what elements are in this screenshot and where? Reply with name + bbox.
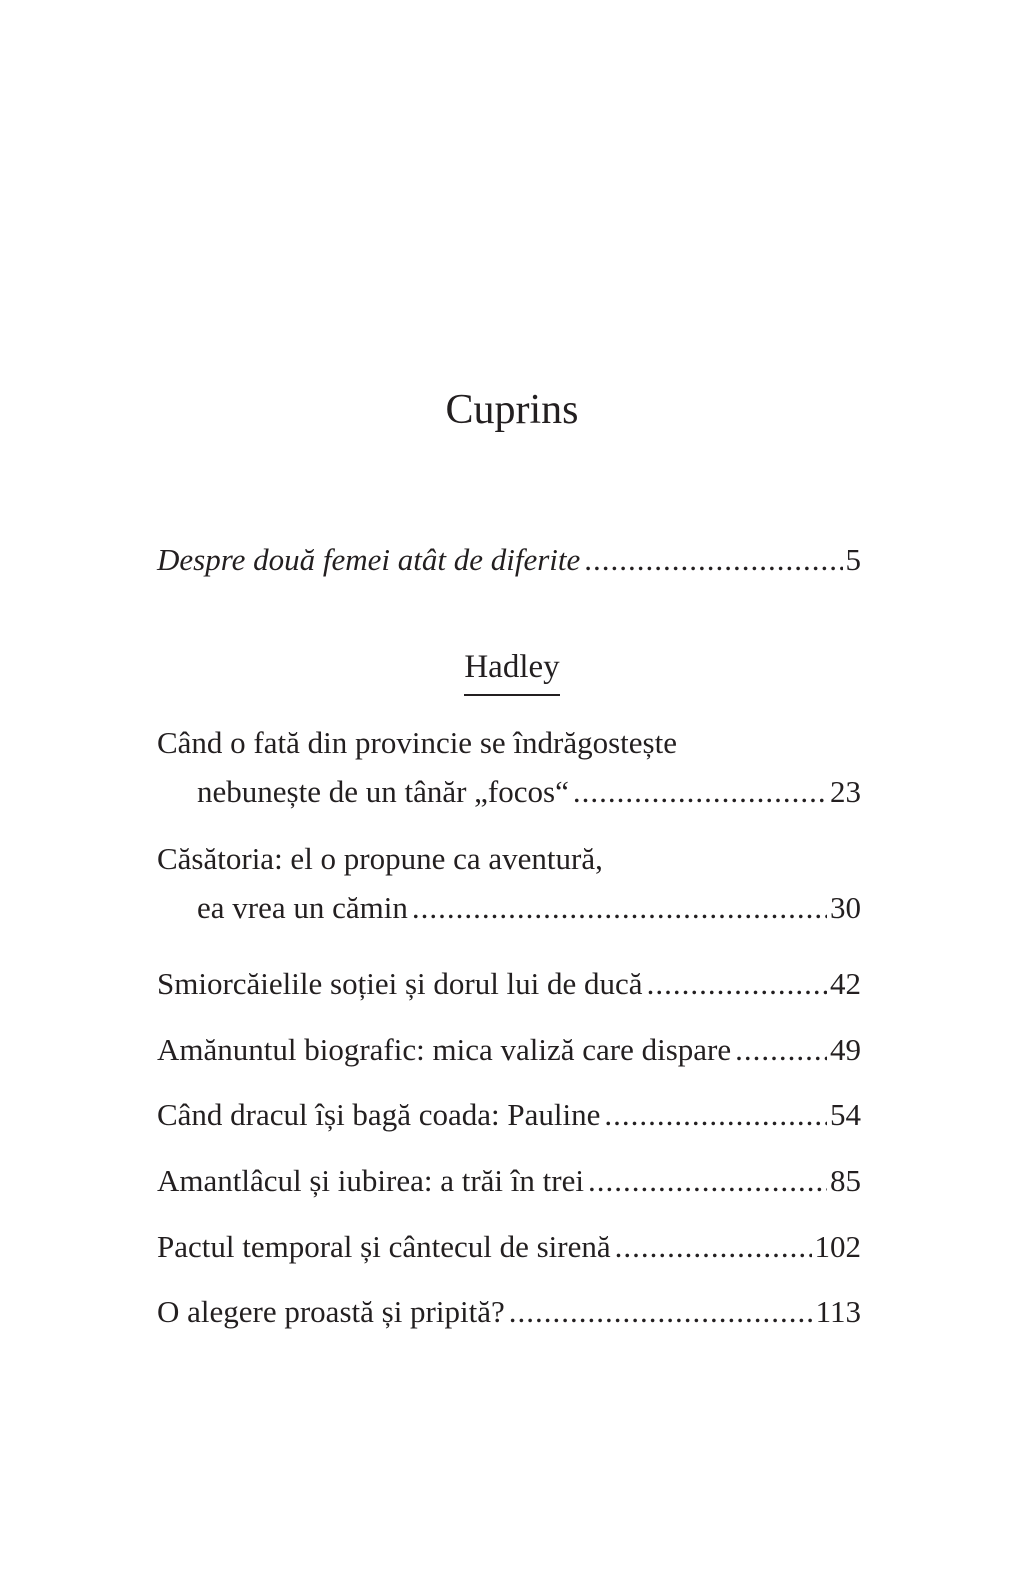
section-heading-text: Hadley: [464, 644, 559, 696]
toc-page-number: 42: [830, 966, 861, 1001]
dot-leader: [509, 1287, 813, 1336]
dot-leader: [615, 1222, 812, 1271]
dot-leader: [735, 1025, 827, 1074]
dot-leader: [604, 1090, 827, 1139]
page-title: Cuprins: [445, 387, 579, 433]
toc-entry[interactable]: [157, 1222, 861, 1271]
toc-entry-title: Căsătoria: el o propune ca aventură,: [157, 841, 603, 876]
dot-leader: [647, 959, 827, 1008]
toc-entry-title: Amănuntul biografic: mica valiză care dispare: [157, 1032, 732, 1067]
toc-entry-intro[interactable]: [157, 535, 861, 584]
toc-entry[interactable]: [157, 834, 861, 932]
dot-leader: [584, 535, 842, 584]
toc-page-number: 23: [830, 774, 861, 809]
toc-entry-title: Despre două femei atât de diferite: [157, 542, 581, 577]
dot-leader: [412, 883, 827, 932]
toc-entry-title-continued: ea vrea un cămin: [197, 890, 408, 925]
toc-entry[interactable]: [157, 1025, 861, 1074]
toc-entry[interactable]: [157, 1287, 861, 1336]
toc-entry[interactable]: [157, 1156, 861, 1205]
toc-entry-title: O alegere proastă și pripită?: [157, 1294, 505, 1329]
toc-entry[interactable]: [157, 718, 861, 816]
toc-entry-title-continued: nebunește de un tânăr „focos“: [197, 774, 569, 809]
toc-page-number: 113: [815, 1294, 861, 1329]
toc-entry-title: Amantlâcul și iubirea: a trăi în trei: [157, 1163, 584, 1198]
toc-entry-title: Când o fată din provincie se îndrăgostește: [157, 725, 677, 760]
toc-entry-title: Când dracul își bagă coada: Pauline: [157, 1097, 601, 1132]
dot-leader: [588, 1156, 827, 1205]
toc-page-number: 30: [830, 890, 861, 925]
toc-page-number: 49: [830, 1032, 861, 1067]
toc-entry-title: Smiorcăielile soției și dorul lui de ducă: [157, 966, 643, 1001]
toc-entry[interactable]: [157, 1090, 861, 1139]
toc-page-number: 5: [845, 542, 861, 577]
toc-entry[interactable]: [157, 959, 861, 1008]
toc-page-number: 85: [830, 1163, 861, 1198]
dot-leader: [573, 767, 827, 816]
toc-entry-title: Pactul temporal și cântecul de sirenă: [157, 1229, 611, 1264]
toc-page-number: 102: [814, 1229, 861, 1264]
toc-page-number: 54: [830, 1097, 861, 1132]
section-heading: [0, 644, 1024, 696]
